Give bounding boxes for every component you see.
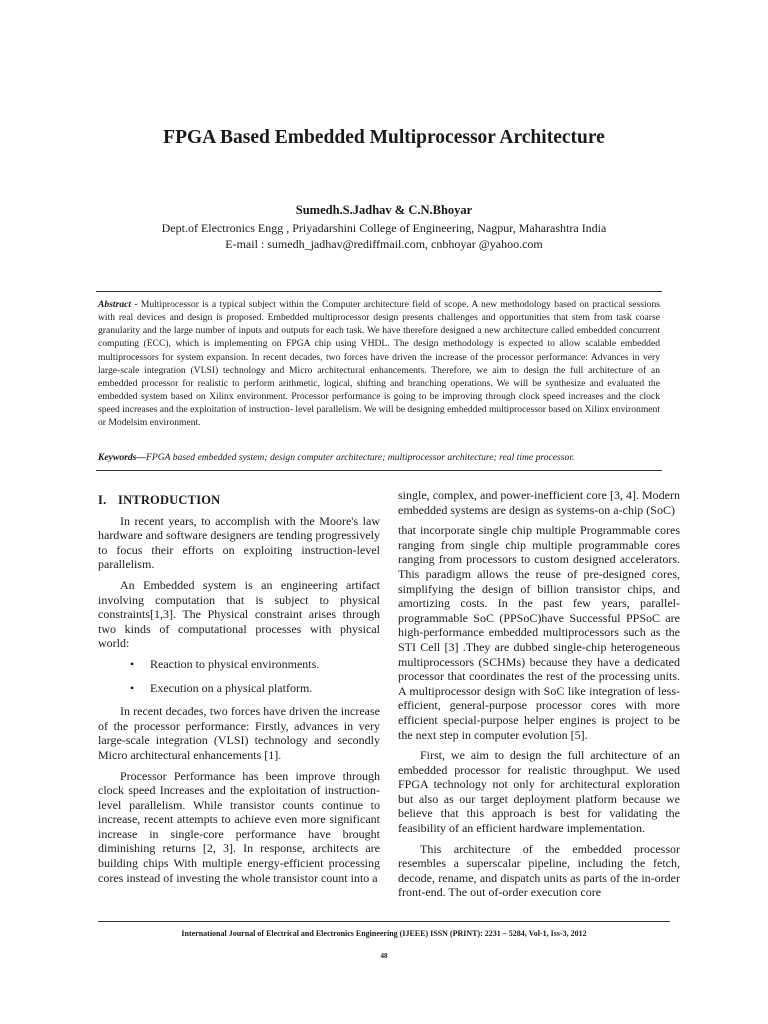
abstract-bottom-rule	[96, 470, 662, 471]
right-paragraph-2: that incorporate single chip multiple Programmable cores ranging from single chip multiple programmable cores ranging from processors to custom designed accelerators. This paradigm allows the reuse of pre-designed cores, simplifying the design of billion transistor chips, and amortizing costs. In the past few years, parallel-programmable SoC (PPSoC)have Successful PPSoC are high-performance embedded multiprocessors such as the STI Cell [3] .They are dubbed single-chip heterogeneous multiprocessors (SCHMs) because they have a dedicated processor that coordinates the rest of the processing units. A multiprocessor design with SoC like integration of less-efficient, general-purpose processor cores with more efficient special-purpose helper engines is project to be the next step in computer evolution [5].	[398, 523, 680, 742]
left-paragraph-2: An Embedded system is an engineering artifact involving computation that is subject to physical constraints[1,3]. The Physical constraint arises through two kinds of computational processes with physical world:	[98, 577, 380, 651]
page-number: 48	[380, 952, 388, 960]
section-heading	[98, 493, 380, 508]
abstract-text: Multiprocessor is a typical subject within the Computer architecture field of scope. A new methodology based on practical sessions with real devices and design is proposed. Embedded multiprocessor design presents challenges and opportunities that stem from task coarse granularity and the large number of inputs and outputs for each task. We have therefore designed a new architecture called embedded concurrent computing (ECC), which is implementing on FPGA chip using VHDL. The design methodology is expected to allow scalable embedded multiprocessors for system expansion. In recent decades, two forces have driven the increase of the processor performance: Advances in very large-scale integration (VLSI) technology and Micro architectural enhancements. Therefore, we aim to design the full architecture of an embedded processor for realistic to perform arithmetic, logical, shifting and branching operations. We will be synthesize and evaluated the embedded system based on Xilinx environment. Processor performance is going to be improving through clock speed increases and the clock speed increases and the exploitation of instruction- level parallelism. We will be designing embedded multiprocessor based on Xilinx environment or Modelsim environment.	[98, 299, 661, 429]
list-item	[98, 657, 380, 672]
author-names: Sumedh.S.Jadhav & C.N.Bhoyar	[295, 203, 473, 217]
email-line: E-mail : sumedh_jadhav@rediffmail.com, cnbhoyar @yahoo.com	[225, 237, 543, 251]
journal-footer: International Journal of Electrical and Electronics Engineering (IJEEE) ISSN (PRINT): 2231 – 5284, Vol-1, Iss-3, 2012	[181, 929, 587, 938]
keywords-block	[98, 451, 660, 464]
abstract-top-rule	[96, 291, 662, 292]
paper-title: FPGA Based Embedded Multiprocessor Architecture	[163, 127, 605, 148]
bullet-icon: •	[130, 680, 135, 695]
right-column	[398, 488, 680, 906]
affiliation-line: Dept.of Electronics Engg , Priyadarshini College of Engineering, Nagpur, Maharashtra India	[161, 221, 607, 235]
section-title: INTRODUCTION	[118, 493, 221, 507]
right-paragraph-3: First, we aim to design the full architecture of an embedded processor for realistic throughput. We used FPGA technology not only for architectural exploration but also as our target deployment platform because we believe that this approach is best for validating the feasibility of an efficient hardware implementation.	[398, 748, 680, 836]
keywords-text: FPGA based embedded system; design computer architecture; multiprocessor architecture; real time processor.	[145, 452, 575, 463]
bullet-text: Reaction to physical environments.	[150, 656, 320, 671]
author-affiliation	[0, 220, 768, 252]
footer-rule	[98, 921, 670, 922]
list-item	[98, 681, 380, 696]
section-number: I.	[98, 493, 107, 507]
left-paragraph-3: In recent decades, two forces have driven the increase of the processor performance: Firstly, advances in very large-scale integration (VLSI) technology and secondly Micro architectural enhancements [1].	[98, 704, 380, 762]
abstract-block	[98, 298, 660, 430]
bullet-icon: •	[130, 656, 135, 671]
left-paragraph-1: In recent years, to accomplish with the Moore's law hardware and software designers are tending progressively to focus their efforts on exploiting instruction-level parallelism.	[98, 513, 380, 572]
left-column	[98, 493, 380, 891]
bullet-text: Execution on a physical platform.	[150, 680, 313, 695]
left-paragraph-4: Processor Performance has been improve through clock speed Increases and the exploitation of instruction-level parallelism. While transistor counts continue to increase, recent attempts to achieve even more significant increase in single-core performance have brought diminishing returns [2, 3]. In response, architects are building chips With multiple energy-efficient processing cores instead of investing the whole transistor count into a	[98, 768, 380, 885]
right-paragraph-1: single, complex, and power-inefficient core [3, 4]. Modern embedded systems are design as systems-on a-chip (SoC)	[398, 488, 680, 517]
bullet-list	[98, 657, 380, 695]
keywords-label: Keywords—	[98, 452, 146, 463]
abstract-label: Abstract -	[98, 299, 138, 310]
right-paragraph-4: This architecture of the embedded processor resembles a superscalar pipeline, including the fetch, decode, rename, and dispatch units as parts of the in-order front-end. The out of-order execution core	[398, 841, 680, 900]
